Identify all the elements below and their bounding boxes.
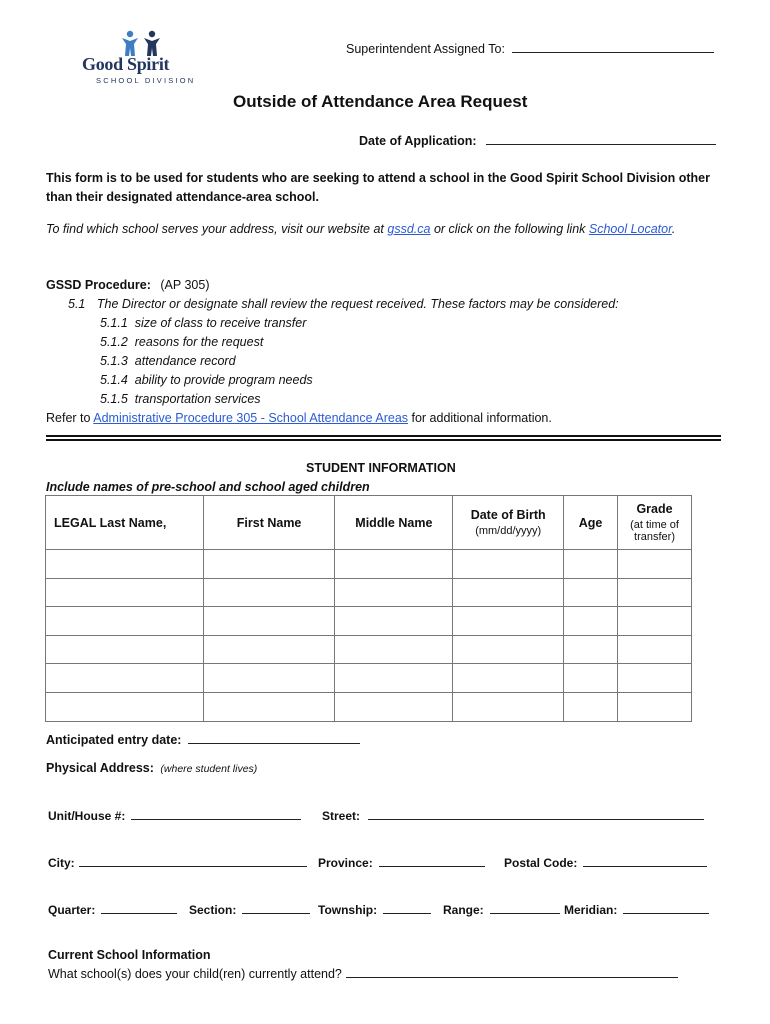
col-first-name: First Name: [203, 496, 335, 550]
table-row: [46, 692, 692, 721]
table-cell[interactable]: [203, 635, 335, 664]
quarter-input-line[interactable]: [101, 902, 177, 914]
table-cell[interactable]: [335, 692, 453, 721]
meridian-input-line[interactable]: [623, 902, 709, 914]
physical-address-note: (where student lives): [160, 763, 258, 775]
physical-address-label: Physical Address:: [46, 761, 154, 775]
find-middle: or click on the following link: [430, 222, 589, 236]
table-cell[interactable]: [203, 550, 335, 579]
procedure-item: [68, 297, 619, 311]
table-cell[interactable]: [46, 692, 204, 721]
intro-bold-text: This form is to be used for students who are seeking to attend a school in the Good Spirit School Division other than their designated attendance-area school.: [46, 171, 710, 204]
table-cell[interactable]: [335, 664, 453, 693]
current-school-heading: Current School Information: [48, 948, 211, 962]
factor-item: 5.1.3 attendance record: [100, 354, 236, 368]
procedure-code: (AP 305): [160, 278, 210, 292]
superintendent-field: [346, 41, 714, 56]
student-info-subheading: Include names of pre-school and school aged children: [46, 480, 370, 494]
dob-format: (mm/dd/yyyy): [475, 525, 542, 537]
table-cell[interactable]: [564, 692, 618, 721]
table-cell[interactable]: [203, 692, 335, 721]
school-division-logo: [82, 30, 196, 88]
city-field: City:: [48, 855, 307, 870]
table-cell[interactable]: [618, 578, 692, 607]
table-cell[interactable]: [46, 635, 204, 664]
street-input-line[interactable]: [368, 808, 704, 820]
current-school-field: [48, 966, 678, 981]
entry-date-input-line[interactable]: [188, 732, 360, 744]
find-suffix: .: [671, 222, 676, 236]
table-row: [46, 550, 692, 579]
meridian-field: Meridian:: [564, 902, 709, 917]
unit-input-line[interactable]: [131, 808, 301, 820]
website-link[interactable]: gssd.ca: [387, 222, 431, 236]
township-field: Township:: [318, 902, 431, 917]
factor-item: 5.1.4 ability to provide program needs: [100, 373, 313, 387]
table-cell[interactable]: [46, 578, 204, 607]
table-cell[interactable]: [453, 607, 564, 636]
range-input-line[interactable]: [490, 902, 560, 914]
table-cell[interactable]: [618, 635, 692, 664]
table-cell[interactable]: [453, 692, 564, 721]
quarter-field: Quarter:: [48, 902, 177, 917]
entry-date-field: [46, 732, 360, 747]
table-cell[interactable]: [453, 550, 564, 579]
table-cell[interactable]: [203, 578, 335, 607]
table-cell[interactable]: [335, 578, 453, 607]
table-cell[interactable]: [46, 664, 204, 693]
entry-date-label: Anticipated entry date:: [46, 733, 182, 747]
table-cell[interactable]: [618, 692, 692, 721]
table-cell[interactable]: [335, 635, 453, 664]
province-input-line[interactable]: [379, 855, 485, 867]
intro-find-text: [46, 220, 726, 239]
section-input-line[interactable]: [242, 902, 310, 914]
date-of-application-field: [359, 133, 716, 148]
refer-text: Refer to Administrative Procedure 305 - School Attendance Areas for additional information.: [46, 411, 552, 425]
street-field: Street:: [322, 808, 704, 823]
school-locator-link[interactable]: School Locator: [588, 222, 672, 236]
table-cell[interactable]: [618, 607, 692, 636]
col-grade: Grade (at time of transfer): [618, 496, 692, 550]
student-info-heading: STUDENT INFORMATION: [306, 461, 456, 475]
logo-brand-text: Good Spirit: [82, 54, 170, 74]
col-date-of-birth: Date of Birth (mm/dd/yyyy): [453, 496, 564, 550]
table-cell[interactable]: [203, 664, 335, 693]
grade-note: (at time of transfer): [630, 519, 679, 543]
table-cell[interactable]: [46, 607, 204, 636]
date-of-application-input-line[interactable]: [486, 133, 716, 145]
table-cell[interactable]: [453, 635, 564, 664]
student-table: [45, 495, 692, 722]
table-cell[interactable]: [203, 607, 335, 636]
table-cell[interactable]: [618, 664, 692, 693]
divider-top: [46, 435, 721, 437]
factor-item: 5.1.5 transportation services: [100, 392, 261, 406]
logo-sub-text: SCHOOL DIVISION: [96, 76, 196, 85]
section-field: Section:: [189, 902, 310, 917]
physical-address-heading: [46, 761, 257, 775]
township-input-line[interactable]: [383, 902, 431, 914]
postal-code-field: Postal Code:: [504, 855, 707, 870]
col-age: Age: [564, 496, 618, 550]
page-title: Outside of Attendance Area Request: [233, 92, 528, 111]
col-last-name: LEGAL Last Name,: [46, 496, 204, 550]
postal-code-input-line[interactable]: [583, 855, 707, 867]
factor-item: 5.1.2 reasons for the request: [100, 335, 264, 349]
factor-item: 5.1.1 size of class to receive transfer: [100, 316, 307, 330]
procedure-heading: [46, 278, 209, 292]
date-of-application-label: Date of Application:: [359, 134, 477, 148]
table-cell[interactable]: [46, 550, 204, 579]
procedure-item-text: The Director or designate shall review the request received. These factors may be considered:: [96, 297, 619, 311]
table-row: [46, 607, 692, 636]
table-cell[interactable]: [564, 550, 618, 579]
table-row: [46, 635, 692, 664]
table-header-row: [46, 496, 692, 550]
table-cell[interactable]: [564, 664, 618, 693]
procedure-item-number: 5.1: [68, 297, 86, 311]
find-prefix: To find which school serves your address, visit our website at: [46, 222, 388, 236]
city-input-line[interactable]: [79, 855, 307, 867]
province-field: Province:: [318, 855, 485, 870]
table-cell[interactable]: [335, 607, 453, 636]
ap305-link[interactable]: Administrative Procedure 305 - School Attendance Areas: [93, 411, 409, 425]
table-cell[interactable]: [564, 578, 618, 607]
table-cell[interactable]: [335, 550, 453, 579]
procedure-label: GSSD Procedure:: [46, 278, 151, 292]
people-logo-icon: [120, 30, 164, 56]
table-cell[interactable]: [618, 550, 692, 579]
table-row: [46, 578, 692, 607]
table-row: [46, 664, 692, 693]
superintendent-input-line[interactable]: [512, 41, 714, 53]
table-cell[interactable]: [564, 635, 618, 664]
current-school-question: What school(s) does your child(ren) currently attend?: [48, 967, 342, 981]
table-cell[interactable]: [453, 578, 564, 607]
range-field: Range:: [443, 902, 560, 917]
current-school-input-line[interactable]: [346, 966, 678, 978]
table-cell[interactable]: [564, 607, 618, 636]
col-middle-name: Middle Name: [335, 496, 453, 550]
superintendent-label: Superintendent Assigned To:: [346, 42, 505, 56]
divider-bottom: [46, 439, 721, 441]
unit-field: Unit/House #:: [48, 808, 301, 823]
table-cell[interactable]: [453, 664, 564, 693]
